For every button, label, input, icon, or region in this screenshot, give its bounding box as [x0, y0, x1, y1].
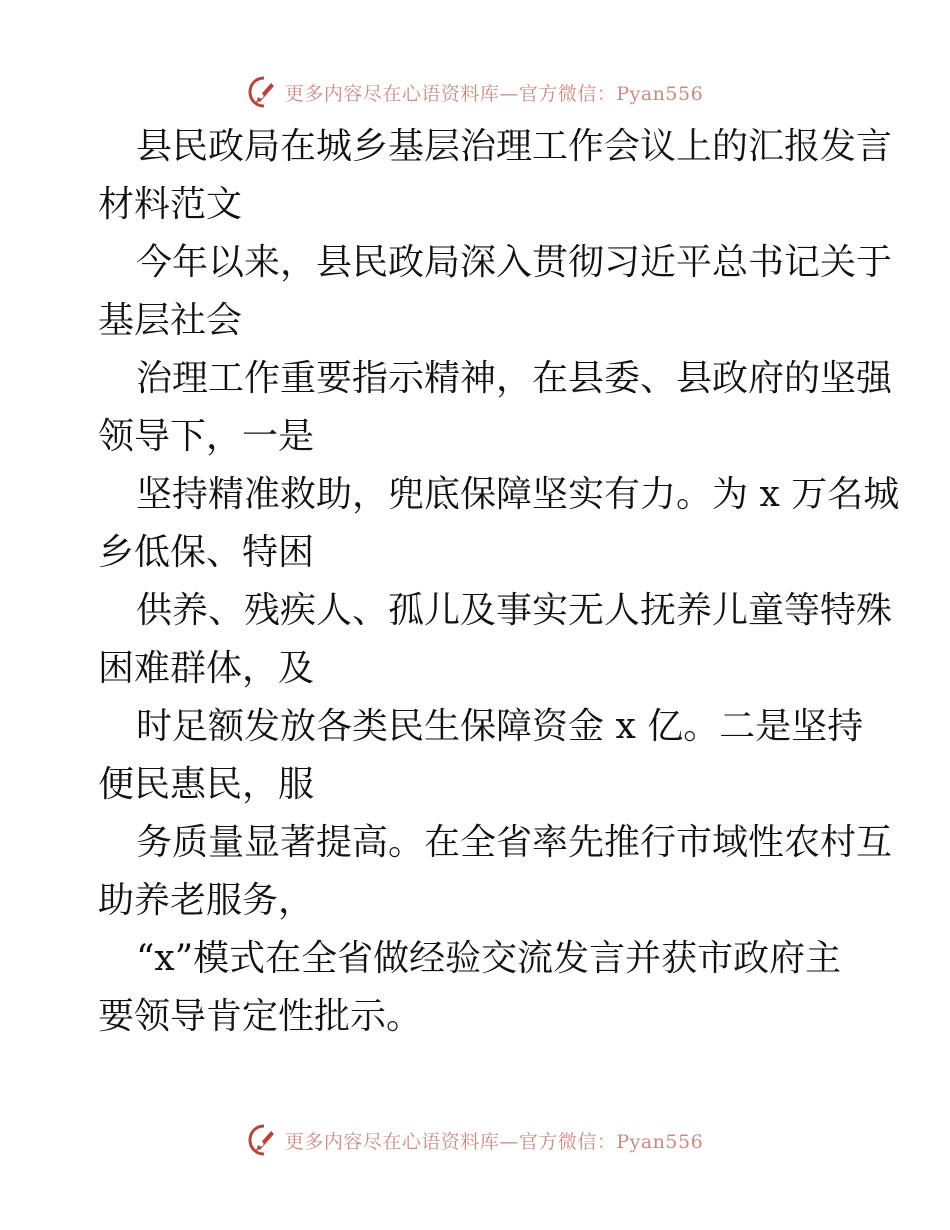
paragraph-3-line-1: 治理工作重要指示精神，在县委、县政府的坚强 — [136, 358, 893, 399]
paragraph-1-line-1: 县民政局在城乡基层治理工作会议上的汇报发言 — [136, 126, 893, 167]
document-body — [0, 118, 950, 1046]
paragraph-3 — [0, 350, 950, 466]
paragraph-6-line-1: 时足额发放各类民生保障资金 x 亿。二是坚持 — [136, 706, 864, 747]
paragraph-2-line-2: 基层社会 — [98, 300, 243, 341]
paragraph-2 — [0, 234, 950, 350]
paragraph-5 — [0, 582, 950, 698]
paragraph-5-line-1: 供养、残疾人、孤儿及事实无人抚养儿童等特殊 — [136, 590, 893, 631]
pen-nib-logo-icon — [247, 1123, 281, 1157]
pen-nib-logo-icon — [247, 75, 281, 109]
paragraph-8-line-2: 要领导肯定性批示。 — [98, 996, 423, 1037]
paragraph-4-line-1: 坚持精准救助，兜底保障坚实有力。为 x 万名城 — [136, 474, 900, 515]
paragraph-6-line-2: 便民惠民，服 — [98, 764, 315, 805]
paragraph-2-line-1: 今年以来，县民政局深入贯彻习近平总书记关于 — [136, 242, 893, 283]
footer-banner — [0, 1120, 950, 1160]
footer-banner-text: 更多内容尽在心语资料库—官方微信：Pyan556 — [284, 1130, 704, 1153]
paragraph-7-line-2: 助养老服务， — [98, 880, 315, 921]
paragraph-1-line-2: 材料范文 — [98, 184, 243, 225]
header-banner-text: 更多内容尽在心语资料库—官方微信：Pyan556 — [284, 82, 704, 105]
paragraph-1 — [0, 118, 950, 234]
paragraph-8 — [0, 930, 950, 1046]
paragraph-4 — [0, 466, 950, 582]
paragraph-6 — [0, 698, 950, 814]
paragraph-5-line-2: 困难群体，及 — [98, 648, 315, 689]
paragraph-8-line-1: “x”模式在全省做经验交流发言并获市政府主 — [136, 938, 842, 979]
paragraph-7 — [0, 814, 950, 930]
paragraph-4-line-2: 乡低保、特困 — [98, 532, 315, 573]
header-banner — [0, 72, 950, 112]
paragraph-3-line-2: 领导下，一是 — [98, 416, 315, 457]
paragraph-7-line-1: 务质量显著提高。在全省率先推行市域性农村互 — [136, 822, 893, 863]
